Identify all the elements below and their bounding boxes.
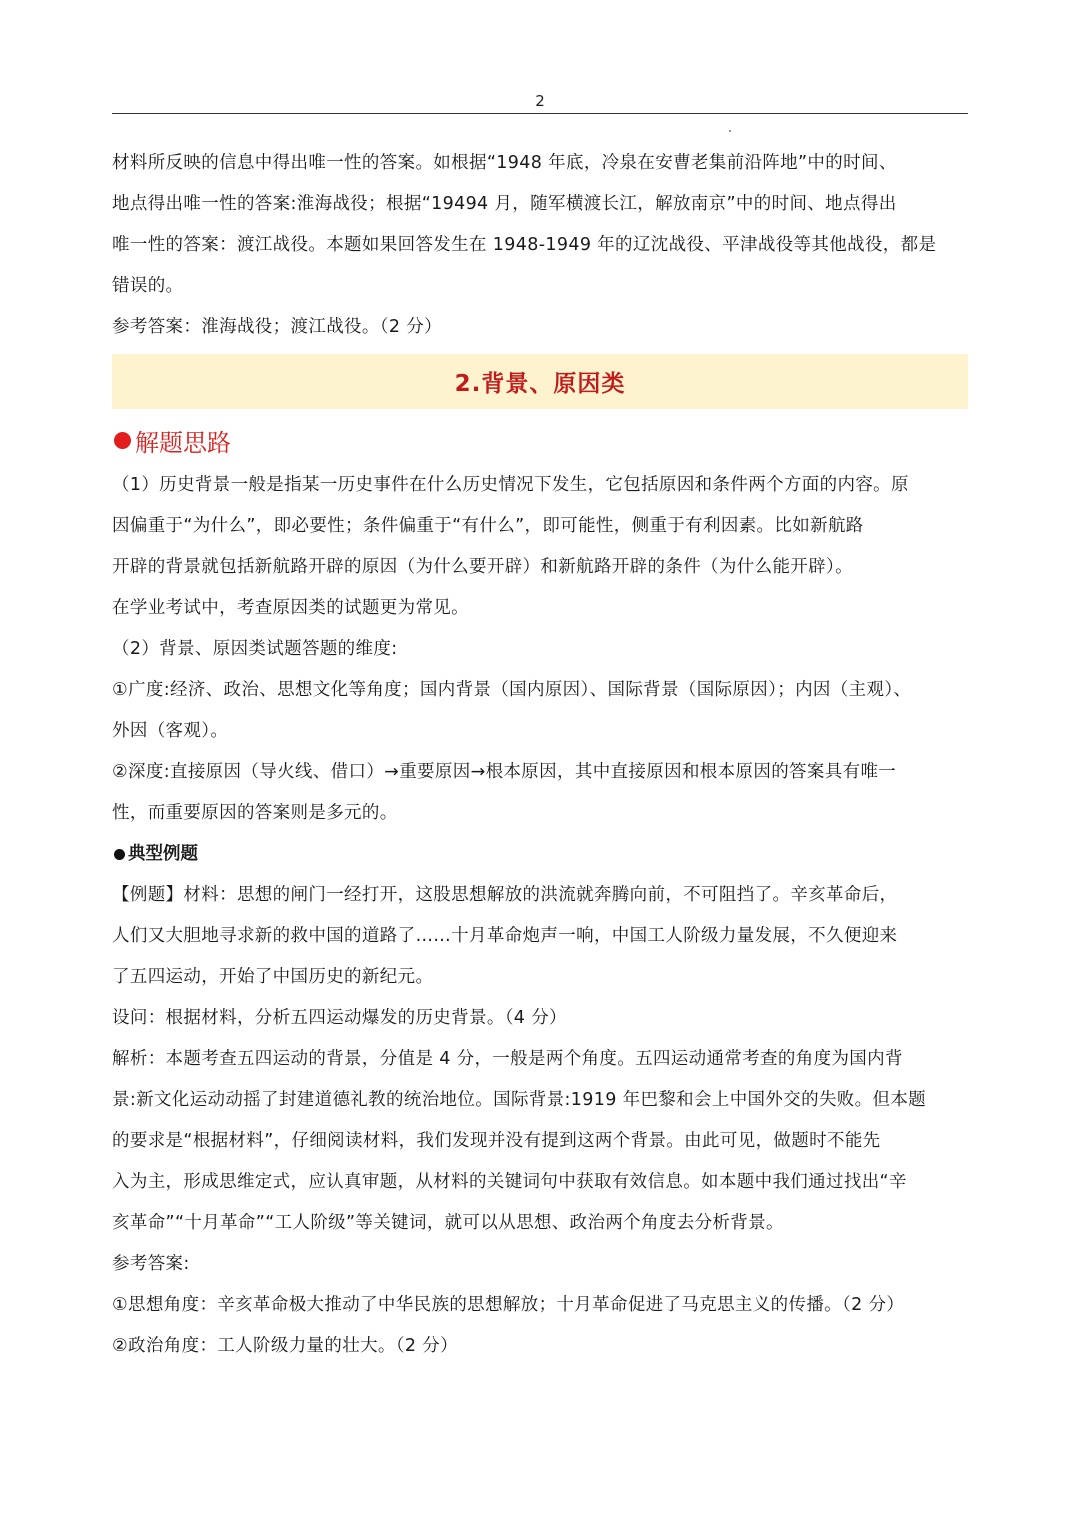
example-body: [112, 875, 968, 1367]
text-line: 性，而重要原因的答案则是多元的。: [112, 803, 398, 823]
text-line: 参考答案:: [112, 1254, 190, 1274]
text-line: （1）历史背景一般是指某一历史事件在什么历史情况下发生，它包括原因和条件两个方面的内容。原: [112, 475, 909, 495]
red-bullet-icon: [114, 432, 131, 449]
text-line: 亥革命”“十月革命”“工人阶级”等关键词，就可以从思想、政治两个角度去分析背景。: [112, 1213, 784, 1233]
text-line: 错误的。: [112, 276, 184, 296]
text-line: 设问：根据材料，分析五四运动爆发的历史背景。（4 分）: [112, 1008, 567, 1028]
text-line: 解析：本题考查五四运动的背景，分值是 4 分，一般是两个角度。五四运动通常考查的角度为国内背: [112, 1049, 903, 1069]
page-content: [112, 143, 968, 1367]
approach-body: [112, 465, 968, 834]
text-line: 景:新文化运动动摇了封建道德礼教的统治地位。国际背景:1919 年巴黎和会上中国外交的失败。但本题: [112, 1090, 927, 1110]
text-line: 地点得出唯一性的答案:淮海战役；根据“19494 月，随军横渡长江，解放南京”中的时间、地点得出: [112, 194, 897, 214]
text-line: 人们又大胆地寻求新的救中国的道路了……十月革命炮声一响，中国工人阶级力量发展，不久便迎来: [112, 926, 898, 946]
intro-answer: 参考答案：淮海战役；渡江战役。（2 分）: [112, 317, 442, 337]
text-line: 入为主，形成思维定式，应认真审题，从材料的关键词句中获取有效信息。如本题中我们通过找出“辛: [112, 1172, 907, 1192]
page-number: 2: [535, 92, 545, 110]
text-line: ①广度:经济、政治、思想文化等角度；国内背景（国内原因）、国际背景（国际原因）；内因（主观）、: [112, 680, 912, 700]
scan-speck: [729, 130, 731, 132]
text-line: 外因（客观）。: [112, 721, 229, 741]
text-line: 因偏重于“为什么”，即必要性；条件偏重于“有什么”，即可能性，侧重于有利因素。比如新航路: [112, 516, 864, 536]
text-line: ②深度:直接原因（导火线、借口）→重要原因→根本原因，其中直接原因和根本原因的答案具有唯一: [112, 762, 897, 782]
example-heading: [112, 834, 968, 875]
example-heading-label: 典型例题: [128, 844, 198, 864]
text-line: 在学业考试中，考查原因类的试题更为常见。: [112, 598, 469, 618]
text-line: 【例题】材料：思想的闸门一经打开，这股思想解放的洪流就奔腾向前，不可阻挡了。辛亥革命后，: [112, 885, 898, 905]
section-banner: [112, 354, 968, 409]
section-title: 2.背景、原因类: [454, 371, 626, 397]
text-line: 材料所反映的信息中得出唯一性的答案。如根据“1948 年底，冷泉在安曹老集前沿阵地”中的时间、: [112, 153, 897, 173]
approach-heading-label: 解题思路: [135, 428, 231, 457]
approach-heading: [112, 415, 968, 465]
text-line: 唯一性的答案：渡江战役。本题如果回答发生在 1948-1949 年的辽沈战役、平津战役等其他战役，都是: [112, 235, 937, 255]
black-bullet-icon: [114, 849, 125, 860]
text-line: 的要求是“根据材料”，仔细阅读材料，我们发现并没有提到这两个背景。由此可见，做题时不能先: [112, 1131, 881, 1151]
text-line: 了五四运动，开始了中国历史的新纪元。: [112, 967, 434, 987]
text-line: ②政治角度：工人阶级力量的壮大。（2 分）: [112, 1336, 458, 1356]
text-line: 开辟的背景就包括新航路开辟的原因（为什么要开辟）和新航路开辟的条件（为什么能开辟）。: [112, 557, 853, 577]
intro-paragraph: [112, 143, 968, 307]
text-line: （2）背景、原因类试题答题的维度:: [112, 639, 398, 659]
header-rule: [112, 113, 968, 114]
text-line: ①思想角度：辛亥革命极大推动了中华民族的思想解放；十月革命促进了马克思主义的传播。（2 分）: [112, 1295, 905, 1315]
